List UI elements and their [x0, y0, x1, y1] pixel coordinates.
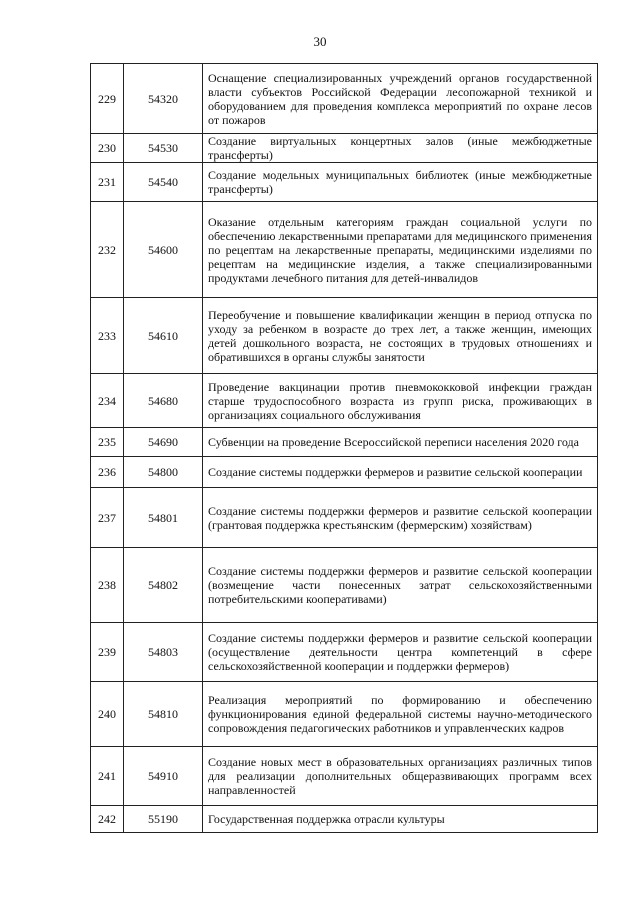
row-description: Создание системы поддержки фермеров и развитие сельской кооперации (грантовая поддержка крестьянским (фермерским) хозяйствам) — [203, 488, 598, 548]
table-row — [91, 134, 598, 163]
row-code: 54803 — [124, 623, 203, 682]
row-number: 240 — [91, 682, 124, 747]
row-code: 54802 — [124, 548, 203, 623]
table-row — [91, 623, 598, 682]
row-number: 236 — [91, 457, 124, 488]
table-row — [91, 806, 598, 833]
row-description: Создание системы поддержки фермеров и развитие сельской кооперации — [203, 457, 598, 488]
row-number: 235 — [91, 428, 124, 457]
row-number: 238 — [91, 548, 124, 623]
row-description: Субвенции на проведение Всероссийской переписи населения 2020 года — [203, 428, 598, 457]
row-code: 54690 — [124, 428, 203, 457]
table-row — [91, 202, 598, 298]
row-number: 242 — [91, 806, 124, 833]
row-description: Создание системы поддержки фермеров и развитие сельской кооперации (возмещение части понесенных затрат сельскохозяйственными потребительскими кооперативами) — [203, 548, 598, 623]
row-description: Создание модельных муниципальных библиотек (иные межбюджетные трансферты) — [203, 163, 598, 202]
row-code: 54680 — [124, 374, 203, 428]
budget-codes-table — [90, 63, 598, 833]
row-number: 233 — [91, 298, 124, 374]
row-code: 54320 — [124, 64, 203, 134]
row-description: Переобучение и повышение квалификации женщин в период отпуска по уходу за ребенком в возрасте до трех лет, а также женщин, имеющих детей дошкольного возраста, не состоящих в трудовых отношениях и обратившихся в органы службы занятости — [203, 298, 598, 374]
table-row — [91, 548, 598, 623]
table-row — [91, 298, 598, 374]
table-row — [91, 64, 598, 134]
page-number: 30 — [313, 34, 327, 49]
row-code: 54801 — [124, 488, 203, 548]
row-code: 54600 — [124, 202, 203, 298]
row-description: Создание системы поддержки фермеров и развитие сельской кооперации (осуществление деятельности центра компетенций в сфере сельскохозяйственной кооперации и поддержки фермеров) — [203, 623, 598, 682]
row-code: 54540 — [124, 163, 203, 202]
row-code: 54530 — [124, 134, 203, 163]
row-description: Оснащение специализированных учреждений органов государственной власти субъектов Российской Федерации лесопожарной техникой и оборудованием для проведения комплекса мероприятий по охране лесов от пожаров — [203, 64, 598, 134]
row-number: 239 — [91, 623, 124, 682]
row-description: Создание новых мест в образовательных организациях различных типов для реализации дополнительных общеразвивающих программ всех направленностей — [203, 747, 598, 806]
row-description: Государственная поддержка отрасли культуры — [203, 806, 598, 833]
table-row — [91, 747, 598, 806]
row-description: Реализация мероприятий по формированию и обеспечению функционирования единой федеральной системы научно-методического сопровождения педагогических работников и управленческих кадров — [203, 682, 598, 747]
row-code: 54610 — [124, 298, 203, 374]
table-row — [91, 428, 598, 457]
row-number: 231 — [91, 163, 124, 202]
row-description: Проведение вакцинации против пневмококковой инфекции граждан старше трудоспособного возраста из групп риска, проживающих в организациях социального обслуживания — [203, 374, 598, 428]
table-row — [91, 163, 598, 202]
row-code: 54800 — [124, 457, 203, 488]
row-number: 241 — [91, 747, 124, 806]
row-code: 54910 — [124, 747, 203, 806]
row-number: 232 — [91, 202, 124, 298]
row-number: 230 — [91, 134, 124, 163]
table-row — [91, 374, 598, 428]
table-row — [91, 682, 598, 747]
row-code: 54810 — [124, 682, 203, 747]
table-row — [91, 457, 598, 488]
row-description: Оказание отдельным категориям граждан социальной услуги по обеспечению лекарственными препаратами для медицинского применения по рецептам на лекарственные препараты, медицинскими изделиями по рецептам на медицинские изделия, а также специализированными продуктами лечебного питания для детей-инвалидов — [203, 202, 598, 298]
row-number: 237 — [91, 488, 124, 548]
row-number: 229 — [91, 64, 124, 134]
row-description: Создание виртуальных концертных залов (иные межбюджетные трансферты) — [203, 134, 598, 163]
row-code: 55190 — [124, 806, 203, 833]
row-number: 234 — [91, 374, 124, 428]
table-row — [91, 488, 598, 548]
